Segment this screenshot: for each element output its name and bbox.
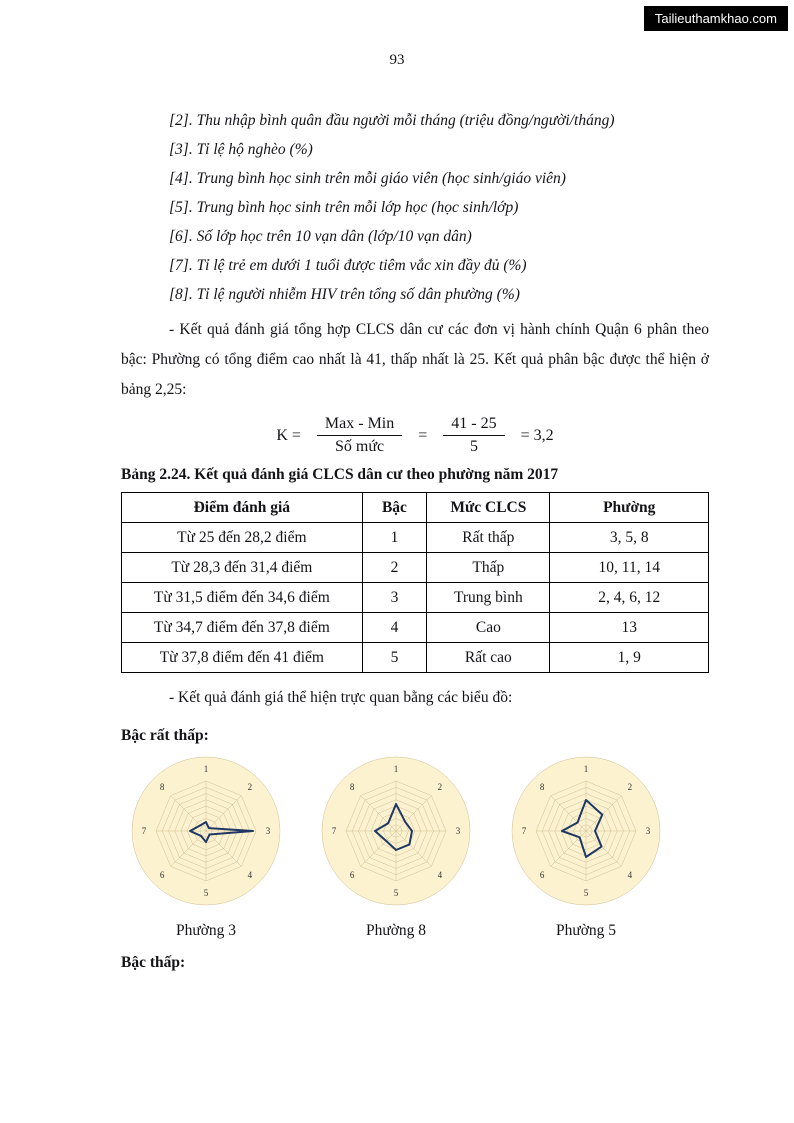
section-heading-low: Bậc thấp: bbox=[121, 954, 186, 971]
formula-fraction-1 bbox=[317, 415, 402, 456]
svg-text:7: 7 bbox=[141, 826, 147, 836]
page-content bbox=[121, 106, 709, 972]
table-header-cell: Mức CLCS bbox=[427, 493, 550, 523]
radar-chart bbox=[320, 755, 472, 912]
svg-text:4: 4 bbox=[627, 869, 633, 880]
fraction-numerator: Max - Min bbox=[317, 415, 402, 436]
list-item: [8]. Tỉ lệ người nhiễm HIV trên tổng số dân phường (%) bbox=[169, 286, 520, 303]
table-cell: Từ 28,3 đến 31,4 điểm bbox=[122, 553, 363, 583]
table-cell: Từ 31,5 điểm đến 34,6 điểm bbox=[122, 583, 363, 613]
table-row bbox=[122, 553, 709, 583]
svg-text:8: 8 bbox=[159, 782, 165, 793]
watermark-badge: Tailieuthamkhao.com bbox=[644, 6, 788, 31]
radar-charts-row bbox=[113, 755, 679, 940]
svg-text:3: 3 bbox=[455, 826, 461, 836]
radar-chart-box bbox=[493, 755, 679, 940]
chart-label: Phường 5 bbox=[555, 922, 617, 939]
chart-label: Phường 8 bbox=[365, 922, 427, 939]
svg-text:1: 1 bbox=[393, 764, 399, 774]
list-item: [6]. Số lớp học trên 10 vạn dân (lớp/10 vạn dân) bbox=[169, 228, 472, 245]
svg-text:8: 8 bbox=[539, 782, 545, 793]
svg-text:5: 5 bbox=[583, 888, 589, 898]
table-cell: Từ 37,8 điểm đến 41 điểm bbox=[122, 643, 363, 673]
svg-text:2: 2 bbox=[437, 782, 443, 793]
table-cell: Rất thấp bbox=[427, 523, 550, 553]
fraction-denominator: 5 bbox=[469, 438, 478, 455]
charts-note: - Kết quả đánh giá thể hiện trực quan bằng các biểu đồ: bbox=[169, 689, 513, 706]
table-cell: 2, 4, 6, 12 bbox=[550, 583, 709, 613]
k-formula bbox=[121, 415, 709, 456]
table-header-cell: Phường bbox=[550, 493, 709, 523]
svg-text:1: 1 bbox=[203, 764, 209, 774]
section-heading-very-low: Bậc rất thấp: bbox=[121, 727, 209, 744]
table-cell: 3, 5, 8 bbox=[550, 523, 709, 553]
list-item: [5]. Trung bình học sinh trên mỗi lớp học (học sinh/lớp) bbox=[169, 199, 519, 216]
svg-text:8: 8 bbox=[349, 782, 355, 793]
svg-text:3: 3 bbox=[265, 826, 271, 836]
table-header-cell: Bậc bbox=[362, 493, 427, 523]
list-item: [7]. Tỉ lệ trẻ em dưới 1 tuổi được tiêm vắc xin đầy đủ (%) bbox=[169, 257, 527, 274]
svg-text:7: 7 bbox=[521, 826, 527, 836]
list-item: [2]. Thu nhập bình quân đầu người mỗi tháng (triệu đồng/người/tháng) bbox=[169, 112, 615, 129]
formula-lhs: K = bbox=[276, 426, 301, 444]
svg-text:4: 4 bbox=[437, 869, 443, 880]
table-cell: 13 bbox=[550, 613, 709, 643]
svg-text:3: 3 bbox=[645, 826, 651, 836]
table-cell: 1 bbox=[362, 523, 427, 553]
table-caption: Bảng 2.24. Kết quả đánh giá CLCS dân cư theo phường năm 2017 bbox=[121, 466, 559, 483]
chart-label: Phường 3 bbox=[175, 922, 237, 939]
radar-chart bbox=[510, 755, 662, 912]
svg-text:2: 2 bbox=[627, 782, 633, 793]
table-cell: Cao bbox=[427, 613, 550, 643]
fraction-denominator: Số mức bbox=[335, 438, 385, 455]
fraction-numerator: 41 - 25 bbox=[443, 415, 504, 436]
svg-text:5: 5 bbox=[393, 888, 399, 898]
svg-text:4: 4 bbox=[247, 869, 253, 880]
table-cell: Rất cao bbox=[427, 643, 550, 673]
svg-text:5: 5 bbox=[203, 888, 209, 898]
table-cell: 10, 11, 14 bbox=[550, 553, 709, 583]
table-cell: 5 bbox=[362, 643, 427, 673]
table-cell: Thấp bbox=[427, 553, 550, 583]
svg-text:6: 6 bbox=[539, 869, 545, 880]
table-row bbox=[122, 523, 709, 553]
table-cell: 1, 9 bbox=[550, 643, 709, 673]
table-cell: Trung bình bbox=[427, 583, 550, 613]
formula-result: = 3,2 bbox=[520, 426, 554, 444]
page-number: 93 bbox=[389, 52, 405, 68]
table-row bbox=[122, 613, 709, 643]
table-cell: 3 bbox=[362, 583, 427, 613]
list-item: [4]. Trung bình học sinh trên mỗi giáo viên (học sinh/giáo viên) bbox=[169, 170, 566, 187]
svg-text:6: 6 bbox=[349, 869, 355, 880]
radar-chart bbox=[130, 755, 282, 912]
table-cell: 2 bbox=[362, 553, 427, 583]
table-cell: Từ 34,7 điểm đến 37,8 điểm bbox=[122, 613, 363, 643]
radar-chart-box bbox=[113, 755, 299, 940]
result-paragraph: - Kết quả đánh giá tổng hợp CLCS dân cư các đơn vị hành chính Quận 6 phân theo bậc: Phường có tổng điểm cao nhất là 41, thấp nhất là 25. Kết quả phân bậc được thể hiện ở bảng 2,25: bbox=[121, 321, 709, 398]
formula-equals: = bbox=[418, 426, 428, 444]
table-cell: 4 bbox=[362, 613, 427, 643]
assessment-table bbox=[121, 492, 709, 673]
table-header-cell: Điểm đánh giá bbox=[122, 493, 363, 523]
svg-text:1: 1 bbox=[583, 764, 589, 774]
list-item: [3]. Tỉ lệ hộ nghèo (%) bbox=[169, 141, 313, 158]
indicator-list bbox=[121, 106, 709, 309]
table-row bbox=[122, 643, 709, 673]
table-row bbox=[122, 583, 709, 613]
radar-chart-box bbox=[303, 755, 489, 940]
formula-fraction-2 bbox=[443, 415, 504, 456]
svg-text:7: 7 bbox=[331, 826, 337, 836]
table-header-row bbox=[122, 493, 709, 523]
table-cell: Từ 25 đến 28,2 điểm bbox=[122, 523, 363, 553]
svg-text:2: 2 bbox=[247, 782, 253, 793]
svg-text:6: 6 bbox=[159, 869, 165, 880]
